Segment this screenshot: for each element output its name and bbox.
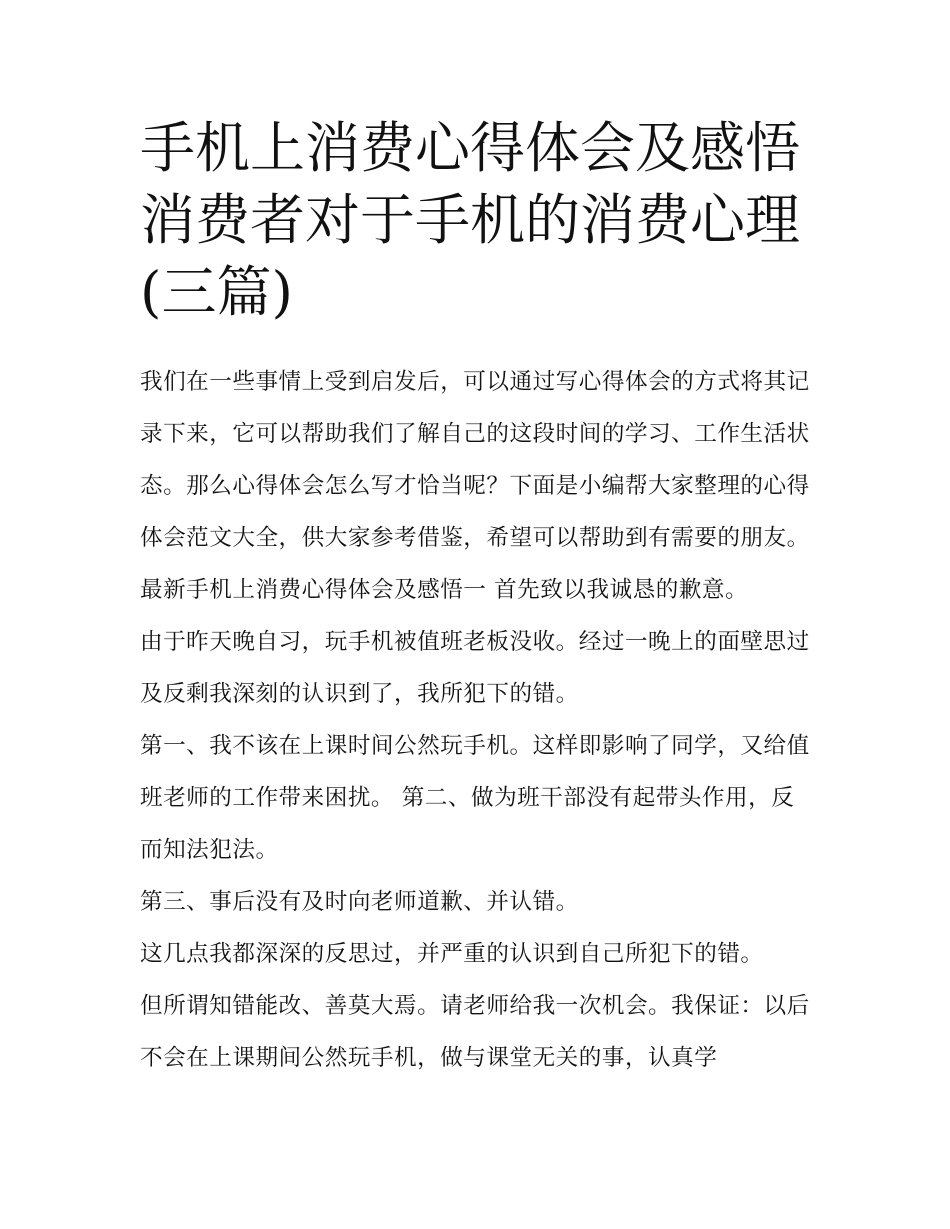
- paragraph-incident: 由于昨天晚自习，玩手机被值班老板没收。经过一晚上的面壁思过及反剩我深刻的认识到了，我所犯下的错。: [140, 629, 810, 707]
- paragraph-section-one-heading: 最新手机上消费心得体会及感悟一 首先致以我诚恳的歉意。: [140, 577, 749, 603]
- paragraph-promise: 但所谓知错能改、善莫大焉。请老师给我一次机会。我保证：以后不会在上课期间公然玩手机，做与课堂无关的事，认真学: [140, 993, 810, 1071]
- paragraph-first-second-point: 第一、我不该在上课时间公然玩手机。这样即影响了同学，又给值班老师的工作带来困扰。 第二、做为班干部没有起带头作用，反而知法犯法。: [140, 733, 810, 863]
- paragraph-intro: 我们在一些事情上受到启发后，可以通过写心得体会的方式将其记录下来，它可以帮助我们了解自己的这段时间的学习、工作生活状态。那么心得体会怎么写才恰当呢？下面是小编帮大家整理的心得体会范文大全，供大家参考借鉴，希望可以帮助到有需要的朋友。: [140, 369, 810, 551]
- paragraph-reflection: 这几点我都深深的反思过，并严重的认识到自己所犯下的错。: [140, 941, 764, 967]
- document-body: [140, 356, 816, 1084]
- paragraph-third-point: 第三、事后没有及时向老师道歉、并认错。: [140, 889, 579, 915]
- document-title: 手机上消费心得体会及感悟 消费者对于手机的消费心理(三篇): [140, 116, 801, 324]
